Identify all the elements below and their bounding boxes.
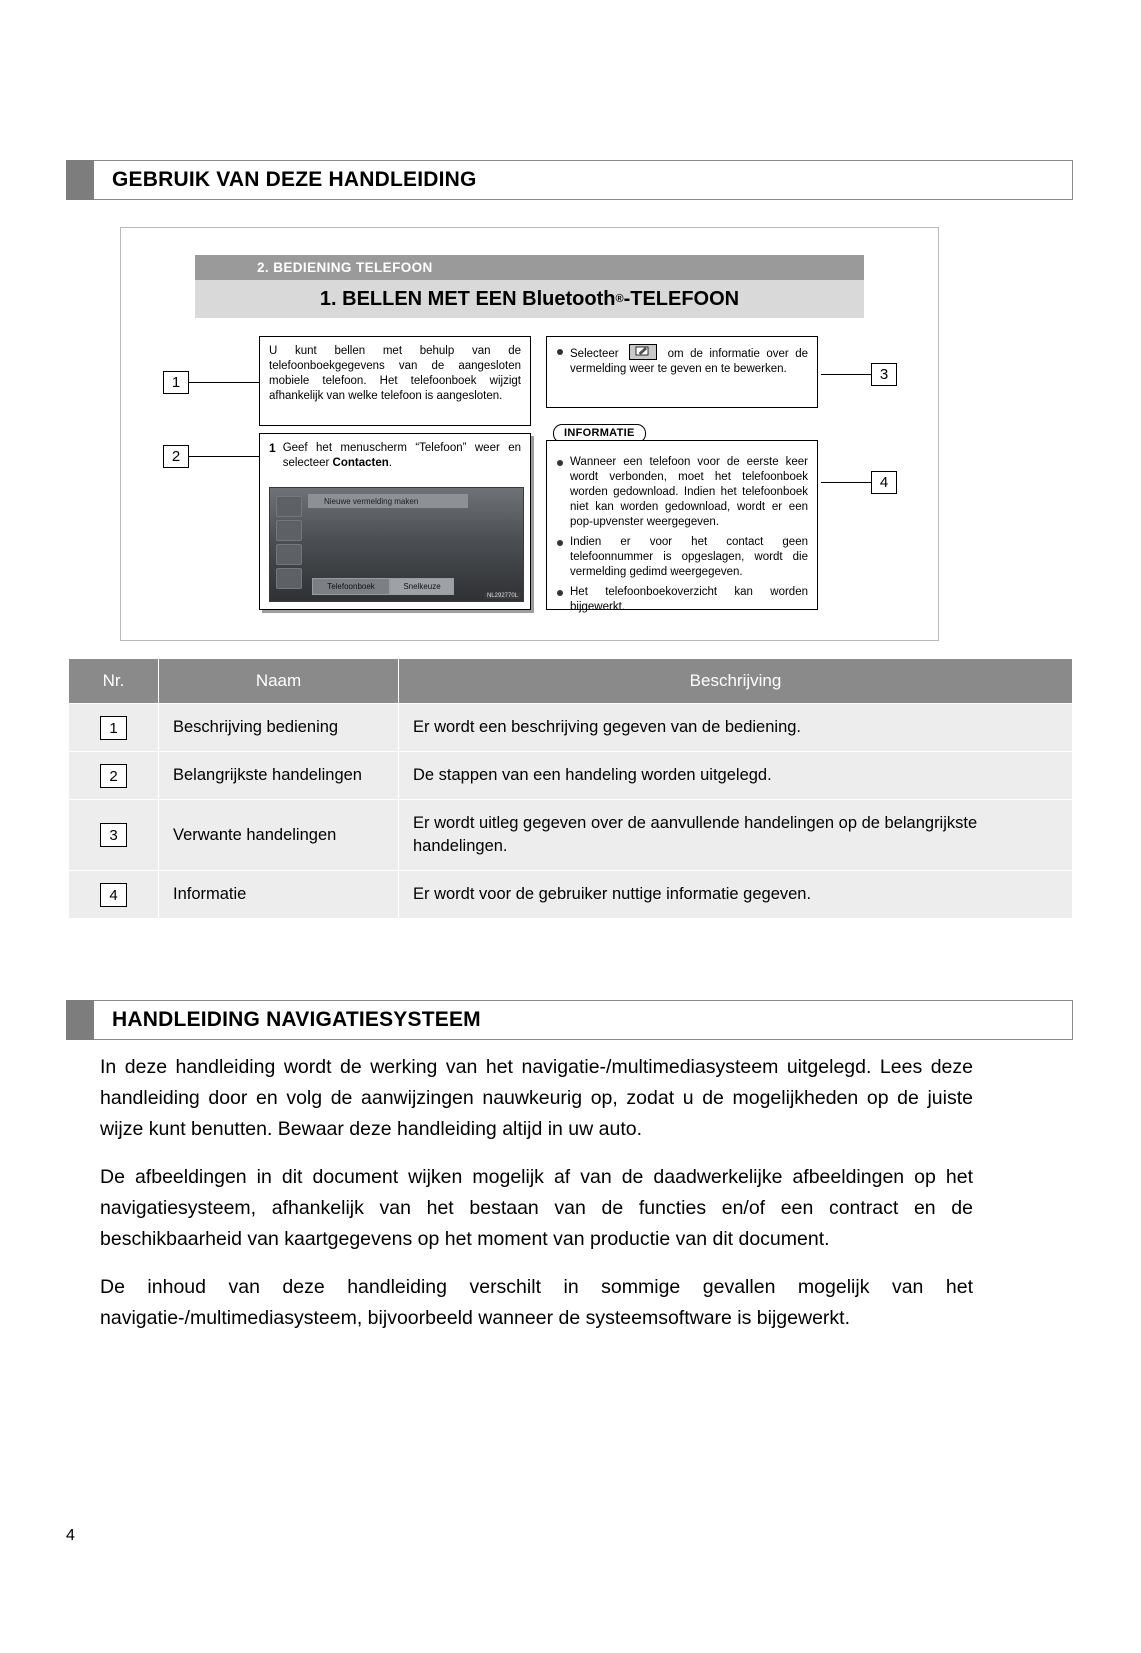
- row-name-cell: Beschrijving bediening: [159, 704, 399, 752]
- main-operation-box: [259, 433, 531, 610]
- related-operations-list: [556, 344, 808, 377]
- row-name-cell: Belangrijkste handelingen: [159, 752, 399, 800]
- row-name-cell: Informatie: [159, 871, 399, 919]
- screen-icon-back: [276, 568, 302, 589]
- related-operations-item: [556, 344, 808, 377]
- step-number: 1: [269, 441, 276, 455]
- page-number: 4: [66, 1527, 75, 1544]
- row-number-badge: 3: [100, 823, 127, 847]
- screen-tab-speeddial-label: Snelkeuze: [403, 582, 441, 591]
- callout-leader-1: [189, 382, 259, 383]
- screen-image-code: NL292770L: [486, 593, 518, 599]
- registered-mark-icon: ®: [615, 293, 624, 305]
- information-box: [546, 440, 818, 613]
- operation-description-text: U kunt bellen met behulp van de telefoonboekgegevens van de aangesloten mobiele telefoon. Het telefoonboek wijzigt afhankelijk van welke telefoon is aangesloten.: [269, 345, 521, 402]
- information-label: INFORMATIE: [553, 424, 646, 443]
- figure-chapter-label: 2. BEDIENING TELEFOON: [195, 255, 864, 280]
- screen-icon-phone: [276, 520, 302, 541]
- section-heading-text: HANDLEIDING NAVIGATIESYSTEEM: [112, 1008, 481, 1031]
- row-name-cell: Verwante handelingen: [159, 800, 399, 871]
- row-number-cell: [69, 871, 159, 919]
- edit-pencil-icon[interactable]: [629, 344, 657, 360]
- callout-leader-4: [821, 482, 871, 483]
- figure-title-suffix: -TELEFOON: [623, 287, 740, 310]
- figure-title: [195, 280, 864, 318]
- table-header-row: [69, 659, 1073, 704]
- table-row: [69, 800, 1073, 871]
- heading-title-box: [94, 160, 1073, 200]
- section-heading-text: GEBRUIK VAN DEZE HANDLEIDING: [112, 168, 477, 191]
- column-header-beschrijving: Beschrijving: [399, 659, 1073, 704]
- row-number-badge: 2: [100, 764, 127, 788]
- figure-title-prefix: 1. BELLEN MET EEN Bluetooth: [319, 287, 616, 310]
- row-number-cell: [69, 752, 159, 800]
- callout-marker-4: 4: [871, 471, 897, 494]
- screen-new-entry-button[interactable]: [308, 494, 468, 508]
- screen-tab-phonebook-label: Telefoonboek: [327, 582, 375, 591]
- body-paragraph-2: De afbeeldingen in dit document wijken mogelijk af van de daadwerkelijke afbeeldingen op het navigatiesysteem, afhankelijk van het bestaan van de functies en/of een contract en de beschikbaarheid van kaartgegevens op het moment van productie van dit document.: [100, 1166, 973, 1250]
- callout-leader-3: [821, 374, 871, 375]
- screen-new-entry-label: Nieuwe vermelding maken: [324, 496, 419, 506]
- row-description-cell: Er wordt een beschrijving gegeven van de bediening.: [399, 704, 1073, 752]
- operation-description-box: [259, 336, 531, 426]
- body-paragraph-3: De inhoud van deze handleiding verschilt in sommige gevallen mogelijk van het navigatie-/multimediasysteem, bijvoorbeeld wanneer de systeemsoftware is bijgewerkt.: [100, 1276, 973, 1329]
- step-text-after: .: [388, 457, 392, 469]
- heading-accent-bar: [66, 1000, 94, 1040]
- legend-table: [68, 658, 1073, 919]
- callout-marker-3: 3: [871, 363, 897, 386]
- related-operations-box: [546, 336, 818, 408]
- column-header-nr: Nr.: [69, 659, 159, 704]
- callout-marker-1: 1: [163, 371, 189, 394]
- row-number-badge: 1: [100, 716, 127, 740]
- heading-accent-bar: [66, 160, 94, 200]
- column-header-naam: Naam: [159, 659, 399, 704]
- table-row: [69, 871, 1073, 919]
- information-item: Het telefoonboekoverzicht kan worden bijgewerkt.: [556, 585, 808, 615]
- row-number-badge: 4: [100, 883, 127, 907]
- body-paragraph-1: In deze handleiding wordt de werking van het navigatie-/multimediasysteem uitgelegd. Lees deze handleiding door en volg de aanwijzingen nauwkeurig op, zodat u de mogelijkheden op de juiste wijze kunt benutten. Bewaar deze handleiding altijd in uw auto.: [100, 1056, 973, 1140]
- section-heading-navigatie: [66, 1000, 1073, 1040]
- screen-tab-phonebook[interactable]: [312, 578, 390, 595]
- row-description-cell: Er wordt uitleg gegeven over de aanvullende handelingen op de belangrijkste handelingen.: [399, 800, 1073, 871]
- screen-tab-speeddial[interactable]: [390, 578, 454, 595]
- information-list: [556, 455, 808, 615]
- table-row: [69, 704, 1073, 752]
- step-text-before: Geef het menuscherm “Telefoon” weer en selecteer: [282, 442, 521, 469]
- row-description-cell: De stappen van een handeling worden uitgelegd.: [399, 752, 1073, 800]
- related-text-after: om de informatie over de vermelding weer te geven en te bewerken.: [570, 348, 808, 375]
- callout-marker-2: 2: [163, 445, 189, 468]
- table-row: [69, 752, 1073, 800]
- row-description-cell: Er wordt voor de gebruiker nuttige informatie gegeven.: [399, 871, 1073, 919]
- heading-title-box: [94, 1000, 1073, 1040]
- body-copy: [100, 1052, 973, 1351]
- information-item: Wanneer een telefoon voor de eerste keer wordt verbonden, moet het telefoonboek worden gedownload. Indien het telefoonboek niet kan worden gedownload, wordt er een pop-upvenster weergegeven.: [556, 455, 808, 530]
- callout-leader-2: [189, 456, 259, 457]
- screen-icon-apps: [276, 544, 302, 565]
- step-text-bold: Contacten: [332, 457, 389, 469]
- related-text-before: Selecteer: [570, 348, 619, 360]
- navigation-screen-image: [269, 487, 524, 602]
- screen-icon-music: [276, 496, 302, 517]
- step-text: [283, 441, 521, 471]
- row-number-cell: [69, 800, 159, 871]
- sample-page-figure: [120, 227, 939, 641]
- section-heading-gebruik: [66, 160, 1073, 200]
- row-number-cell: [69, 704, 159, 752]
- information-item: Indien er voor het contact geen telefoonnummer is opgeslagen, wordt die vermelding gedimd weergegeven.: [556, 535, 808, 580]
